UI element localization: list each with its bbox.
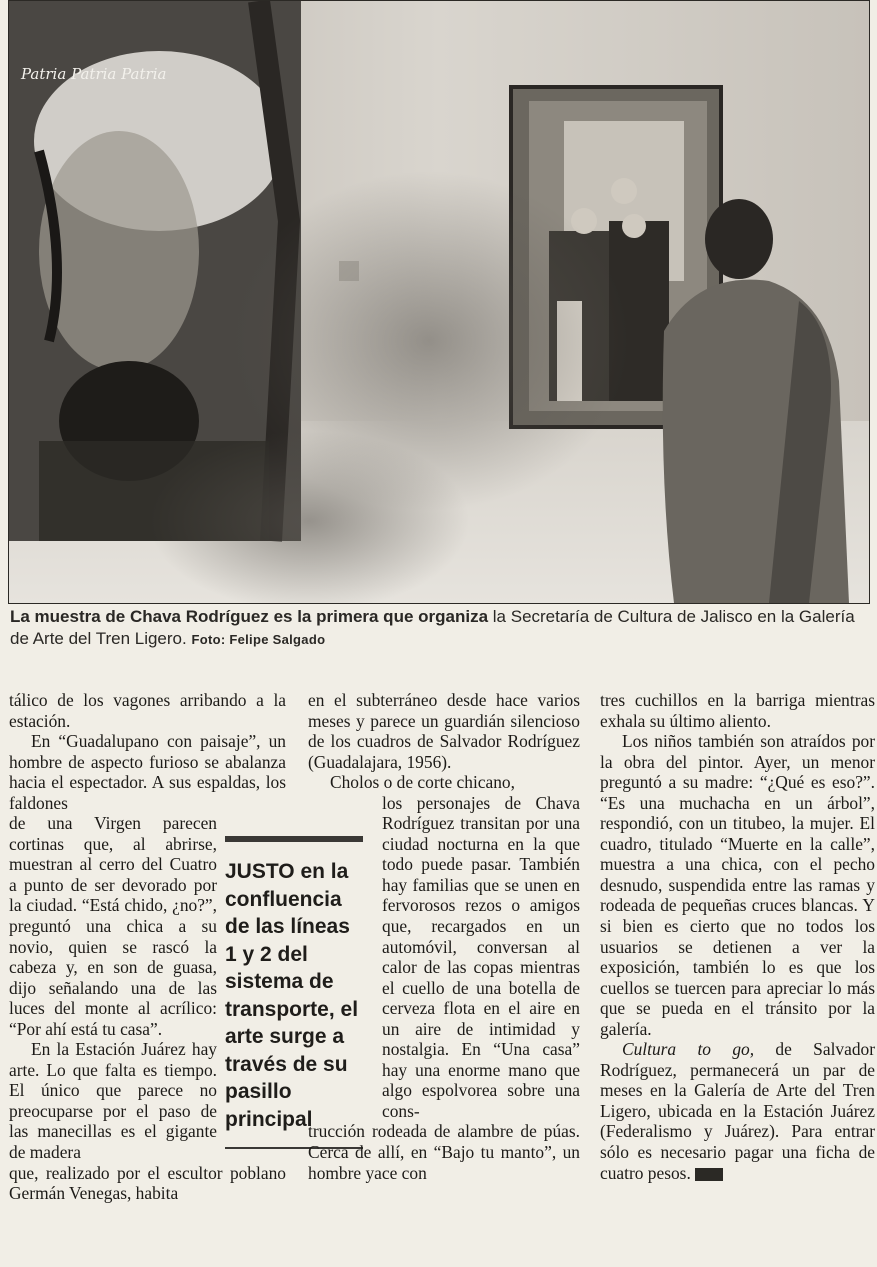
paragraph: Los niños también son atraídos por la obra del pintor. Ayer, un menor preguntó a su madre: “¿Qué es eso?”. “Es una muchacha en un árbol”, respondió, con un titubeo, la mujer. El cuadro, titulado “Muerte en la calle”, muestra a una chica, con el pecho desnudo, suspendida entre las ramas y rodeada de pequeñas cruces blancas. Y si bien es cierto que no todos los usuarios se detienen a ver la exposición, también lo es que los cuellos se tuercen para apreciar lo más que se pueda en el tránsito por la galería.: [600, 731, 875, 1039]
photo-caption: [10, 606, 872, 651]
paragraph: de una Virgen parecen cortinas que, al abrirse, muestran al cerro del Cuatro a punto de ser devorado por la ciudad. “Está chido, ¿no?”, preguntó una chica a su novio, quien se rascó la cabeza y, en son de guasa, dijo señalando una de las luces del monte al acrílico: “Por ahí está tu casa”.: [9, 813, 217, 1039]
caption-lead: La muestra de Chava Rodríguez es la primera que organiza: [10, 607, 489, 626]
paragraph: Cholos o de corte chicano,: [330, 772, 515, 793]
paragraph: los personajes de Chava Rodríguez transitan por una ciudad nocturna en la que todo puede pasar. También hay familias que se unen en fervorosos rezos o amigos que, recargados en un automóvil, conversan al calor de las copas mientras el cuello de una botella de cerveza flota en el aire en un aire de intimidad y nostalgia. En “Una casa” hay una enorme mano que algo espolvorea sobre una cons-: [382, 792, 580, 1121]
painting-inscription: Patria Patria Patria: [21, 65, 167, 83]
paragraph-text: de Salvador Rodríguez, permanecerá un par de meses en la Galería de Arte del Tren Ligero, ubicada en la Estación Juárez (Federalismo y Juárez). Para entrar sólo es necesario pagar una ficha de cuatro pesos.: [600, 1039, 875, 1183]
pull-quote: JUSTO en la confluencia de las líneas 1 y 2 del sistema de transporte, el arte surge a través de su pasillo principal: [225, 836, 363, 1149]
article-column-2: [308, 690, 580, 1183]
paragraph: en el subterráneo desde hace varios meses y parece un guardián silencioso de los cuadros de Salvador Rodríguez (Guadalajara, 1956).: [308, 690, 580, 772]
photo-credit: Foto: Felipe Salgado: [191, 632, 326, 647]
paragraph: trucción rodeada de alambre de púas. Cerca de allí, en “Bajo tu manto”, un hombre yace con: [308, 1121, 580, 1183]
article-column-3: [600, 690, 875, 1183]
end-mark-icon: [695, 1168, 723, 1181]
gallery-photo: [8, 0, 870, 604]
photo-scene: [9, 1, 869, 603]
paragraph: tálico de los vagones arribando a la estación.: [9, 690, 286, 731]
paragraph: En “Guadalupano con paisaje”, un hombre de aspecto furioso se abalanza hacia el espectador. A sus espaldas, los faldones: [9, 731, 286, 813]
paragraph: que, realizado por el escultor poblano Germán Venegas, habita: [9, 1162, 286, 1204]
paragraph: En la Estación Juárez hay arte. Lo que falta es tiempo. El único que parece no preocuparse por el paso de las manecillas es el gigante de madera: [9, 1039, 217, 1163]
paragraph: [600, 1039, 875, 1183]
caption-text: la Secretaría de Cultura de Jalisco en la Galería de Arte del Tren Ligero.: [10, 607, 855, 648]
paragraph: tres cuchillos en la barriga mientras exhala su último aliento.: [600, 690, 875, 731]
book-title: Cultura to go,: [622, 1039, 755, 1060]
